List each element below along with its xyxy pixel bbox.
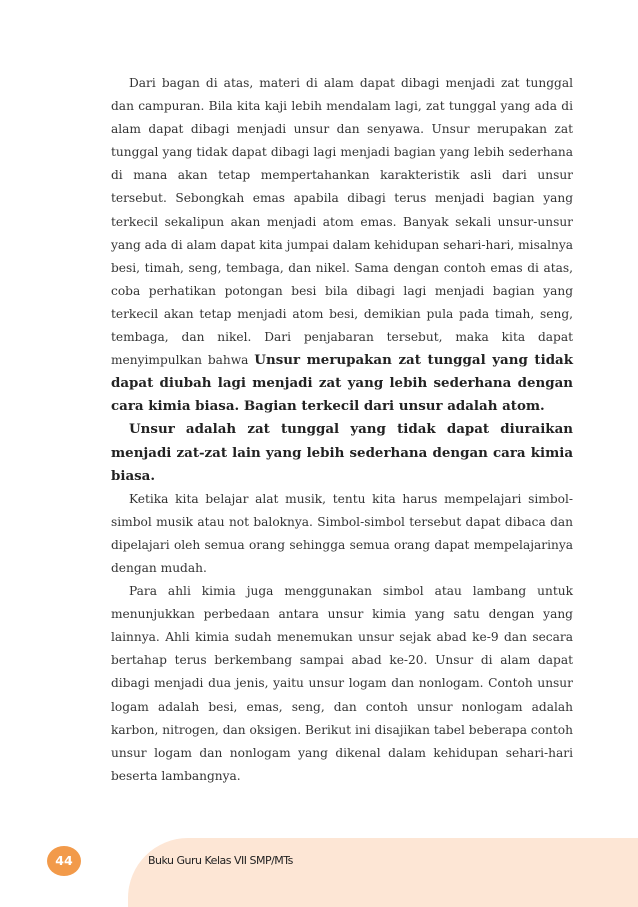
- main-text: [111, 72, 573, 788]
- paragraph-3: Ketika kita belajar alat musik, tentu kita harus mempelajari simbol-simbol musik atau not baloknya. Simbol-simbol tersebut dapat dibaca dan dipelajari oleh semua orang sehingga semua orang dapat mempelajarinya dengan mudah.: [111, 491, 573, 575]
- book-title: Buku Guru Kelas VII SMP/MTs: [148, 854, 293, 867]
- page-number-badge: 44: [47, 846, 81, 876]
- paragraph-2: [111, 418, 573, 487]
- unsur-definition: Unsur adalah zat tunggal yang tidak dapat diuraikan menjadi zat-zat lain yang lebih sederhana dengan cara kimia biasa.: [111, 421, 573, 484]
- paragraph-1-bold-definition: Unsur merupakan zat tunggal yang tidak dapat diubah lagi menjadi zat yang lebih sederhana dengan cara kimia biasa. Bagian terkecil dari unsur adalah atom.: [111, 352, 574, 415]
- paragraph-4: Para ahli kimia juga menggunakan simbol atau lambang untuk menunjukkan perbedaan antara unsur kimia yang satu dengan yang lainnya. Ahli kimia sudah menemukan unsur sejak abad ke-9 dan secara bertahap terus berkembang sampai abad ke-20. Unsur di alam dapat dibagi menjadi dua jenis, yaitu unsur logam dan nonlogam. Contoh unsur logam adalah besi, emas, seng, dan contoh unsur nonlogam adalah karbon, nitrogen, dan oksigen. Berikut ini disajikan tabel beberapa contoh unsur logam dan nonlogam yang dikenal dalam kehidupan sehari-hari beserta lambangnya.: [111, 584, 573, 783]
- footer-band: [128, 838, 638, 907]
- paragraph-1-text: Dari bagan di atas, materi di alam dapat dibagi menjadi zat tunggal dan campuran. Bila kita kaji lebih mendalam lagi, zat tunggal yang ada di alam dapat dibagi menjadi unsur dan senyawa. Unsur merupakan zat tunggal yang tidak dapat dibagi lagi menjadi bagian yang lebih sederhana di mana akan tetap mempertahankan karakteristik asli dari unsur tersebut. Sebongkah emas apabila dibagi terus menjadi bagian yang terkecil sekalipun akan menjadi atom emas. Banyak sekali unsur-unsur yang ada di alam dapat kita jumpai dalam kehidupan sehari-hari, misalnya besi, timah, seng, tembaga, dan nikel. Sama dengan contoh emas di atas, coba perhatikan potongan besi bila dibagi lagi menjadi bagian yang terkecil akan tetap menjadi atom besi, demikian pula pada timah, seng, tembaga, dan nikel. Dari penjabaran tersebut, maka kita dapat menyimpulkan bahwa: [111, 76, 573, 368]
- paragraph-1: [111, 72, 573, 418]
